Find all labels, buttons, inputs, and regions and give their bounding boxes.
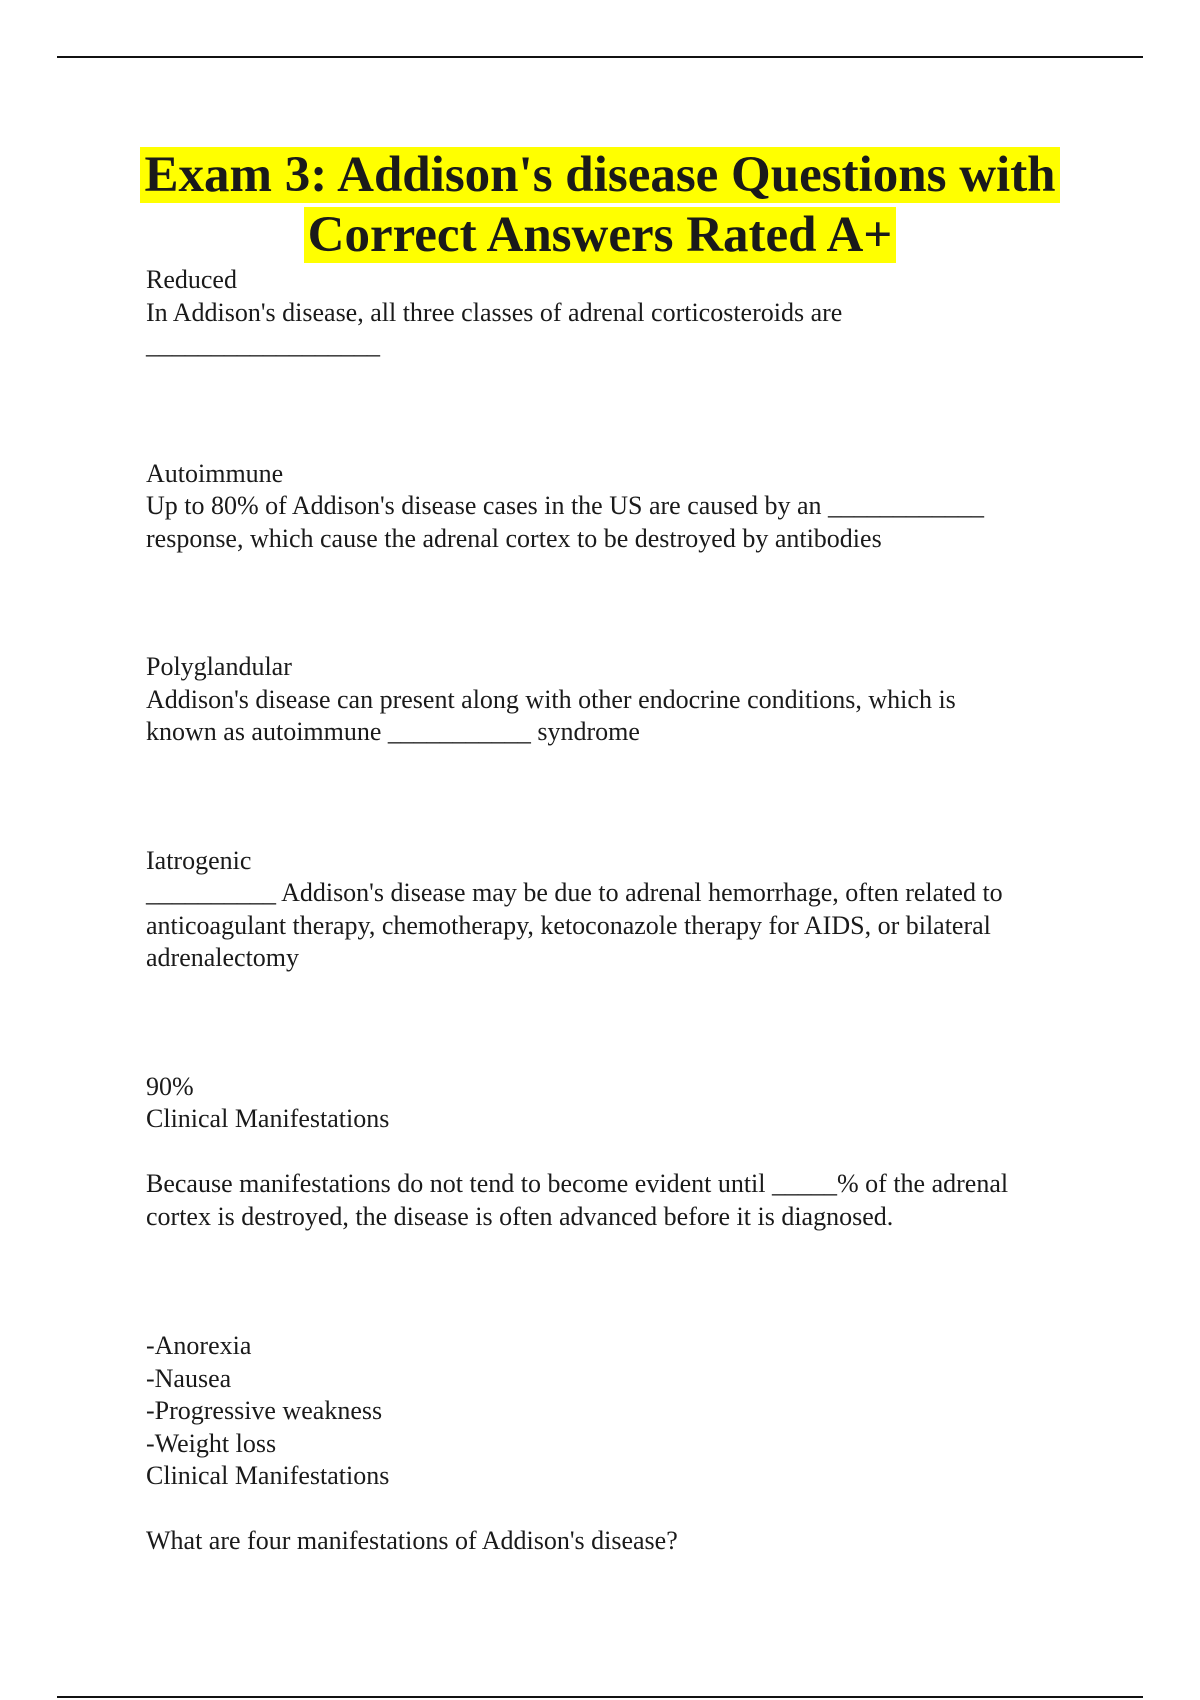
title-line-2: Correct Answers Rated A+ [304, 207, 897, 263]
card-question-line: Because manifestations do not tend to become evident until _____% of the adrenal [146, 1169, 1009, 1198]
card-answer-item: -Nausea [146, 1363, 232, 1393]
card-answer: 90% [146, 1071, 194, 1101]
card-question-line: anticoagulant therapy, chemotherapy, ketoconazole therapy for AIDS, or bilateral [146, 910, 991, 940]
card-question-line: Up to 80% of Addison's disease cases in the US are caused by an ____________ [146, 491, 984, 520]
card-answer-item: -Weight loss [146, 1428, 277, 1458]
card-answer-item: -Anorexia [146, 1331, 252, 1360]
card-question-line: __________________ [146, 330, 380, 359]
page-title [100, 145, 1100, 265]
qa-card-4 [146, 845, 1096, 975]
qa-card-5 [146, 1071, 1096, 1234]
card-question-line: In Addison's disease, all three classes of adrenal corticosteroids are [146, 297, 843, 327]
qa-card-6 [146, 1330, 1096, 1558]
card-question-line: response, which cause the adrenal cortex to be destroyed by antibodies [146, 523, 882, 553]
card-question-line: adrenalectomy [146, 943, 300, 972]
card-question-line: known as autoimmune ___________ syndrome [146, 717, 640, 746]
qa-card-3 [146, 651, 1096, 749]
card-answer-item: -Progressive weakness [146, 1396, 383, 1425]
document-body [146, 264, 1096, 1558]
card-answer: Autoimmune [146, 458, 284, 488]
header-rule [57, 56, 1143, 58]
card-answer: Polyglandular [146, 652, 292, 681]
qa-card-2 [146, 458, 1096, 556]
card-category: Clinical Manifestations [146, 1104, 390, 1133]
title-line-1: Exam 3: Addison's disease Questions with [140, 147, 1059, 203]
card-question-line: cortex is destroyed, the disease is often advanced before it is diagnosed. [146, 1201, 894, 1231]
qa-card-1 [146, 264, 1096, 362]
card-answer: Iatrogenic [146, 845, 252, 875]
card-category: Clinical Manifestations [146, 1461, 390, 1490]
card-question-line: __________ Addison's disease may be due to adrenal hemorrhage, often related to [146, 878, 1003, 907]
footer-rule [57, 1696, 1143, 1698]
card-question-line: Addison's disease can present along with other endocrine conditions, which is [146, 684, 956, 714]
card-answer: Reduced [146, 265, 237, 294]
card-question-line: What are four manifestations of Addison's disease? [146, 1526, 678, 1555]
